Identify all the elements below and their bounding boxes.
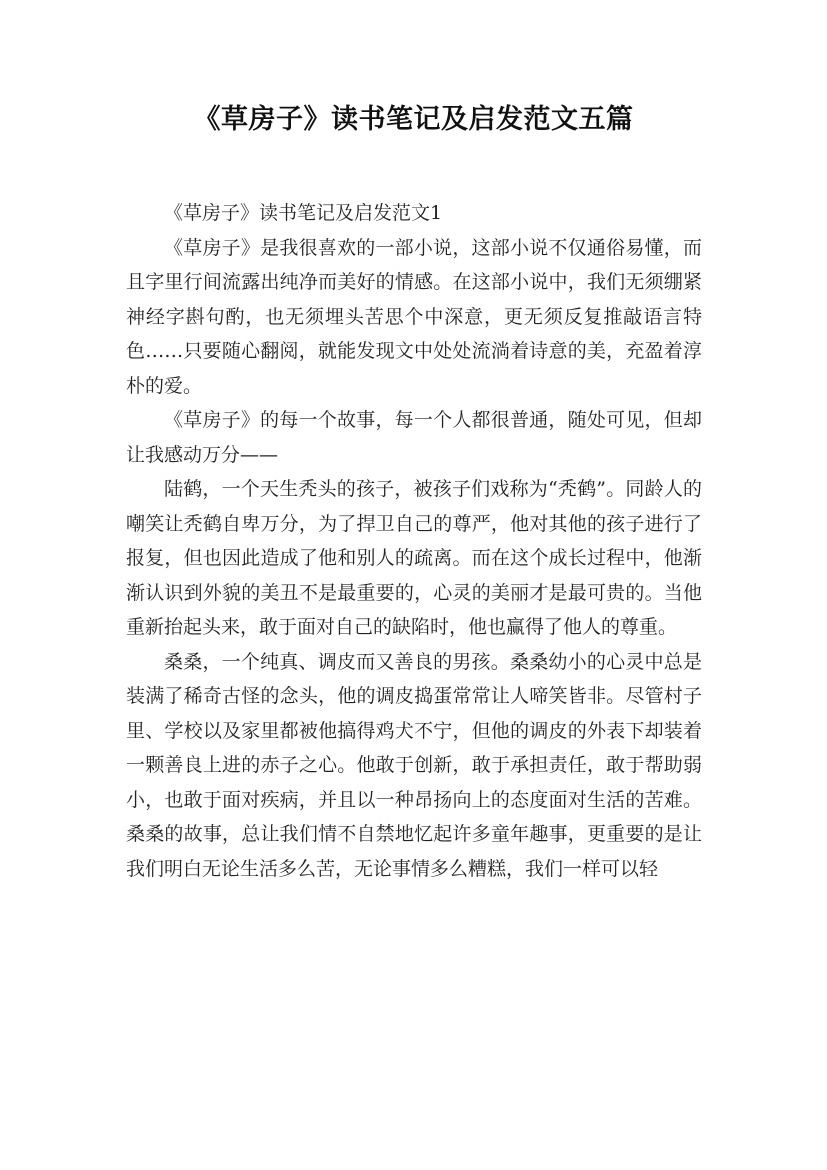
paragraph: 《草房子》的每一个故事，每一个人都很普通，随处可见，但却让我感动万分—— xyxy=(126,409,702,466)
section-heading: 《草房子》读书笔记及启发范文1 xyxy=(164,202,443,224)
paragraph: 桑桑，一个纯真、调皮而又善良的男孩。桑桑幼小的心灵中总是装满了稀奇古怪的念头，他的调皮捣蛋常常让人啼笑皆非。尽管村子里、学校以及家里都被他搞得鸡犬不宁，但他的调皮的外表下却装着一颗善良上进的赤子之心。他敢于创新，敢于承担责任，敢于帮助弱小，也敢于面对疾病，并且以一种昂扬向上的态度面对生活的苦难。桑桑的故事，总让我们情不自禁地忆起许多童年趣事，更重要的是让我们明白无论生活多么苦，无论事情多么糟糕，我们一样可以轻 xyxy=(126,650,702,880)
document-title: 《草房子》读书笔记及启发范文五篇 xyxy=(193,104,634,135)
paragraph: 陆鹤，一个天生秃头的孩子，被孩子们戏称为“秃鹤”。同龄人的嘲笑让秃鹤自卑万分，为了捍卫自己的尊严，他对其他的孩子进行了报复，但也因此造成了他和别人的疏离。而在这个成长过程中，他渐渐认识到外貌的美丑不是最重要的，心灵的美丽才是最可贵的。当他重新抬起头来，敢于面对自己的缺陷时，他也赢得了他人的尊重。 xyxy=(126,478,702,638)
document-body xyxy=(126,196,702,886)
paragraph: 《草房子》是我很喜欢的一部小说，这部小说不仅通俗易懂，而且字里行间流露出纯净而美好的情感。在这部小说中，我们无须绷紧神经字斟句酌，也无须埋头苦思个中深意，更无须反复推敲语言特色……只要随心翻阅，就能发现文中处处流淌着诗意的美，充盈着淳朴的爱。 xyxy=(126,236,702,397)
